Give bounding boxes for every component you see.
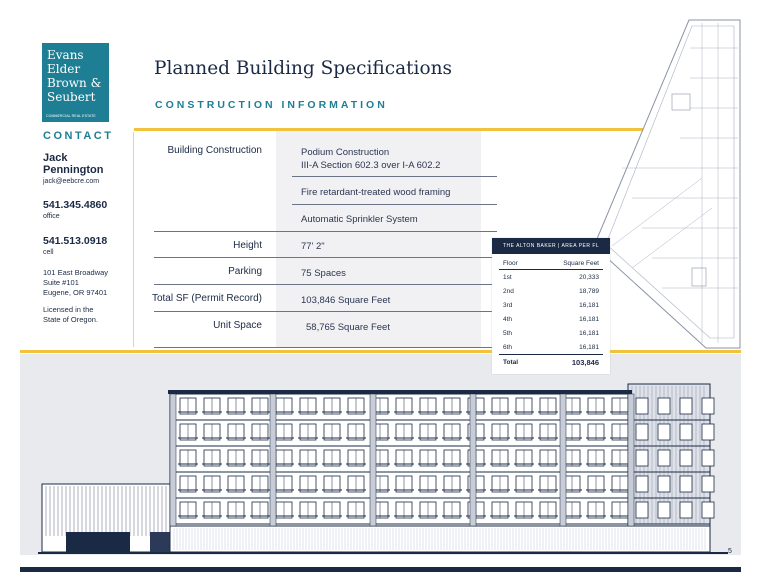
spec-label-unit-space: Unit Space <box>213 320 262 331</box>
window <box>702 502 714 518</box>
window <box>636 502 648 518</box>
window <box>658 450 670 466</box>
pilaster <box>170 394 176 526</box>
sqft-cell: 16,181 <box>579 302 599 309</box>
pilaster <box>370 394 376 526</box>
address-line: Suite #101 <box>43 278 79 287</box>
site-plan-drawing <box>592 18 742 350</box>
spec-value-total-sf: 103,846 Square Feet <box>301 295 391 306</box>
floor-cell: 1st <box>503 274 512 281</box>
floor-cell: 5th <box>503 330 513 337</box>
floor-cell: 3rd <box>503 302 513 309</box>
window <box>702 476 714 492</box>
contact-name: Jack Pennington <box>43 152 104 176</box>
total-value: 103,846 <box>571 358 599 367</box>
row-divider <box>154 231 497 232</box>
pilaster <box>270 394 276 526</box>
ground-floor <box>170 526 710 552</box>
footer-bar <box>20 567 741 572</box>
license-note <box>43 305 133 325</box>
spec-value: Podium Construction <box>301 147 390 158</box>
window <box>680 450 692 466</box>
total-rule <box>499 354 603 355</box>
pilaster <box>470 394 476 526</box>
roof-parapet <box>168 390 632 394</box>
logo-line: Seubert <box>47 90 96 104</box>
address-line: Eugene, OR 97401 <box>43 288 108 297</box>
contact-phone-cell-label: cell <box>43 249 54 256</box>
logo-line: Brown & <box>47 76 102 90</box>
row-divider <box>154 257 497 258</box>
spec-label-height: Height <box>233 240 262 251</box>
contact-phone-cell[interactable]: 541.513.0918 <box>43 235 108 247</box>
license-line: Licensed in the <box>43 305 94 314</box>
page-title: Planned Building Specifications <box>154 58 453 79</box>
floor-table-title: THE ALTON BAKER | AREA PER FL <box>492 238 610 254</box>
page-number: 5 <box>728 548 732 555</box>
logo-line: Evans <box>47 48 84 62</box>
window <box>680 424 692 440</box>
spec-value: Fire retardant-treated wood framing <box>301 187 451 198</box>
contact-phone-office[interactable]: 541.345.4860 <box>43 199 108 211</box>
contact-address <box>43 268 133 298</box>
address-line: 101 East Broadway <box>43 268 109 277</box>
spec-value-height: 77' 2" <box>301 241 325 252</box>
window <box>702 424 714 440</box>
floor-area-table <box>492 238 610 374</box>
section-heading: CONSTRUCTION INFORMATION <box>155 99 388 111</box>
sidebar-divider <box>133 132 134 347</box>
floor-col-header: Floor <box>503 260 518 267</box>
company-logo <box>42 43 109 122</box>
header-rule <box>499 269 603 270</box>
window <box>658 424 670 440</box>
spec-label-total-sf: Total SF (Permit Record) <box>151 293 262 304</box>
window <box>658 476 670 492</box>
sqft-col-header: Square Feet <box>563 260 599 267</box>
window <box>680 476 692 492</box>
spec-label-parking: Parking <box>228 266 262 277</box>
floor-cell: 4th <box>503 316 513 323</box>
row-divider <box>154 347 497 348</box>
garage-opening <box>66 532 130 552</box>
pilaster <box>560 394 566 526</box>
window <box>702 398 714 414</box>
sqft-cell: 18,789 <box>579 288 599 295</box>
window <box>658 398 670 414</box>
spec-value: III-A Section 602.3 over I-A 602.2 <box>301 160 441 171</box>
spec-label-construction: Building Construction <box>167 145 262 156</box>
logo-tagline: COMMERCIAL REAL ESTATE <box>46 114 96 118</box>
contact-heading: CONTACT <box>43 130 114 142</box>
row-divider <box>154 311 497 312</box>
floor-cell: 2nd <box>503 288 514 295</box>
window <box>702 450 714 466</box>
sqft-cell: 16,181 <box>579 344 599 351</box>
row-divider <box>292 204 497 205</box>
license-line: State of Oregon. <box>43 315 99 324</box>
row-divider <box>292 176 497 177</box>
sqft-cell: 20,333 <box>579 274 599 281</box>
window <box>636 450 648 466</box>
contact-email[interactable]: jack@eebcre.com <box>43 178 100 185</box>
spec-value-unit-space: 58,765 Square Feet <box>306 322 390 333</box>
window <box>636 398 648 414</box>
logo-line: Elder <box>47 62 81 76</box>
row-divider <box>154 284 497 285</box>
total-label: Total <box>503 359 519 366</box>
window <box>680 502 692 518</box>
contact-phone-office-label: office <box>43 213 60 220</box>
sqft-cell: 16,181 <box>579 316 599 323</box>
window <box>636 424 648 440</box>
window <box>658 502 670 518</box>
spec-value: Automatic Sprinkler System <box>301 214 418 225</box>
window <box>680 398 692 414</box>
floor-cell: 6th <box>503 344 513 351</box>
spec-value-parking: 75 Spaces <box>301 268 346 279</box>
bottom-rule <box>20 350 741 353</box>
building-elevation-drawing <box>20 354 741 567</box>
sqft-cell: 16,181 <box>579 330 599 337</box>
pilaster <box>628 394 634 526</box>
window <box>636 476 648 492</box>
